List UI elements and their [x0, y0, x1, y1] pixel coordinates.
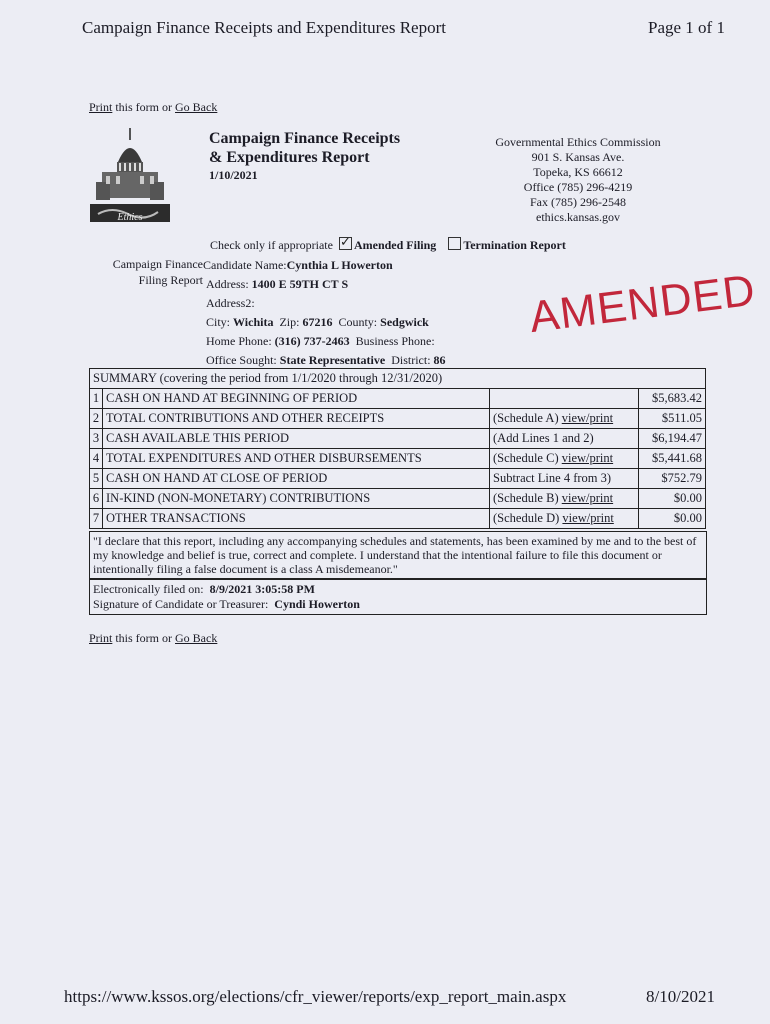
amended-stamp: AMENDED	[526, 265, 759, 343]
address-label: Address:	[206, 277, 249, 291]
filing-type-prompt: Check only if appropriate	[210, 238, 333, 252]
row-number: 3	[90, 429, 103, 449]
table-row	[90, 489, 706, 509]
schedule-text: (Schedule C)	[493, 451, 559, 465]
row-label: OTHER TRANSACTIONS	[103, 509, 490, 529]
table-row	[90, 429, 706, 449]
row-number: 4	[90, 449, 103, 469]
print-header-page: Page 1 of 1	[648, 18, 725, 37]
county-label: County:	[338, 315, 378, 329]
signature-label: Signature of Candidate or Treasurer:	[93, 597, 269, 611]
commission-fax: Fax (785) 296-2548	[530, 195, 626, 209]
print-footer-url: https://www.kssos.org/elections/cfr_viewer/reports/exp_report_main.aspx	[64, 987, 567, 1006]
row-number: 7	[90, 509, 103, 529]
candidate-name: Cynthia L Howerton	[286, 258, 393, 272]
row-label: CASH ON HAND AT BEGINNING OF PERIOD	[103, 389, 490, 409]
report-title-line2: & Expenditures Report	[209, 149, 370, 166]
row-amount: $6,194.47	[639, 429, 706, 449]
schedule-c-view-print-link[interactable]: view/print	[561, 451, 614, 465]
row-amount: $5,441.68	[639, 449, 706, 469]
kansas-capitol-logo	[88, 122, 172, 230]
row-schedule	[490, 429, 639, 449]
filed-on-label: Electronically filed on:	[93, 582, 204, 596]
row-number: 6	[90, 489, 103, 509]
office-sought-label: Office Sought:	[206, 353, 277, 367]
row-schedule	[490, 409, 639, 429]
print-link-bottom[interactable]: Print	[89, 631, 113, 645]
signature-box	[89, 579, 707, 615]
district-label: District:	[391, 353, 431, 367]
table-row	[90, 469, 706, 489]
commission-office-phone: Office (785) 296-4219	[523, 180, 633, 194]
top-link-row	[89, 100, 217, 115]
zip-label: Zip:	[279, 315, 300, 329]
table-row	[90, 409, 706, 429]
commission-address	[488, 135, 668, 225]
print-footer-date: 8/10/2021	[646, 987, 715, 1006]
summary-table	[89, 368, 706, 529]
row-schedule	[490, 389, 639, 409]
row-amount: $511.05	[639, 409, 706, 429]
row-amount: $752.79	[639, 469, 706, 489]
city-label: City:	[206, 315, 231, 329]
home-phone-label: Home Phone:	[206, 334, 272, 348]
candidate-name-label: Candidate Name:	[203, 258, 287, 272]
schedule-text: (Schedule A)	[493, 411, 559, 425]
table-row	[90, 389, 706, 409]
filed-on-date: 8/9/2021 3:05:58 PM	[209, 582, 315, 596]
print-link[interactable]: Print	[89, 100, 113, 114]
schedule-text: (Schedule D)	[493, 511, 560, 525]
row-label: IN-KIND (NON-MONETARY) CONTRIBUTIONS	[103, 489, 490, 509]
declaration-box	[89, 531, 707, 579]
row-schedule	[490, 489, 639, 509]
schedule-a-view-print-link[interactable]: view/print	[561, 411, 614, 425]
side-label-line1: Campaign Finance	[112, 257, 203, 271]
amended-filing-label: Amended Filing	[353, 238, 437, 252]
candidate-info	[203, 256, 446, 370]
go-back-link[interactable]: Go Back	[175, 100, 218, 114]
row-label: CASH ON HAND AT CLOSE OF PERIOD	[103, 469, 490, 489]
row-number: 2	[90, 409, 103, 429]
termination-report-checkbox[interactable]	[448, 237, 461, 250]
summary-header: SUMMARY (covering the period from 1/1/2020 through 12/31/2020)	[90, 369, 706, 389]
address2-label: Address2:	[206, 296, 255, 310]
row-label: TOTAL EXPENDITURES AND OTHER DISBURSEMENTS	[103, 449, 490, 469]
candidate-office: State Representative	[279, 353, 386, 367]
candidate-home-phone: (316) 737-2463	[274, 334, 350, 348]
termination-report-label: Termination Report	[463, 238, 566, 252]
schedule-text: (Schedule B)	[493, 491, 559, 505]
summary-header-row	[90, 369, 706, 389]
print-header-title: Campaign Finance Receipts and Expenditures Report	[82, 18, 446, 37]
report-date: 1/10/2021	[209, 168, 258, 182]
business-phone-label: Business Phone:	[355, 334, 435, 348]
row-number: 1	[90, 389, 103, 409]
report-title-line1: Campaign Finance Receipts	[209, 130, 401, 147]
row-label: CASH AVAILABLE THIS PERIOD	[103, 429, 490, 449]
side-label	[105, 256, 203, 288]
row-amount: $0.00	[639, 509, 706, 529]
schedule-d-view-print-link[interactable]: view/print	[562, 511, 614, 525]
schedule-b-view-print-link[interactable]: view/print	[561, 491, 614, 505]
filing-type-row	[210, 237, 566, 253]
link-separator-bottom: this form or	[115, 631, 173, 645]
row-label: TOTAL CONTRIBUTIONS AND OTHER RECEIPTS	[103, 409, 490, 429]
row-schedule	[490, 509, 639, 529]
bottom-link-row	[89, 631, 217, 646]
candidate-city: Wichita	[233, 315, 274, 329]
commission-street: 901 S. Kansas Ave.	[531, 150, 625, 164]
row-number: 5	[90, 469, 103, 489]
amended-filing-checkbox[interactable]	[339, 237, 352, 250]
row-amount: $5,683.42	[639, 389, 706, 409]
candidate-county: Sedgwick	[380, 315, 429, 329]
go-back-link-bottom[interactable]: Go Back	[175, 631, 218, 645]
svg-text:Ethics: Ethics	[117, 212, 143, 223]
table-row	[90, 509, 706, 529]
commission-city: Topeka, KS 66612	[533, 165, 623, 179]
table-row	[90, 449, 706, 469]
candidate-zip: 67216	[302, 315, 333, 329]
signature-name: Cyndi Howerton	[274, 597, 360, 611]
declaration-text: "I declare that this report, including any accompanying schedules and statements, has been examined by me and to the best of my knowledge and belief is true, correct and complete. I understand that the intentional failure to file this document or intentionally filing a false document is a class A misdemeanor."	[93, 534, 697, 576]
candidate-district: 86	[433, 353, 446, 367]
side-label-line2: Filing Report	[138, 273, 203, 287]
row-schedule	[490, 469, 639, 489]
schedule-text: Subtract Line 4 from 3)	[493, 471, 612, 485]
schedule-text: (Add Lines 1 and 2)	[493, 431, 594, 445]
summary-section	[89, 368, 706, 529]
commission-website: ethics.kansas.gov	[536, 210, 620, 224]
row-amount: $0.00	[639, 489, 706, 509]
link-separator: this form or	[115, 100, 173, 114]
candidate-address: 1400 E 59TH CT S	[251, 277, 349, 291]
row-schedule	[490, 449, 639, 469]
commission-name: Governmental Ethics Commission	[495, 135, 661, 149]
